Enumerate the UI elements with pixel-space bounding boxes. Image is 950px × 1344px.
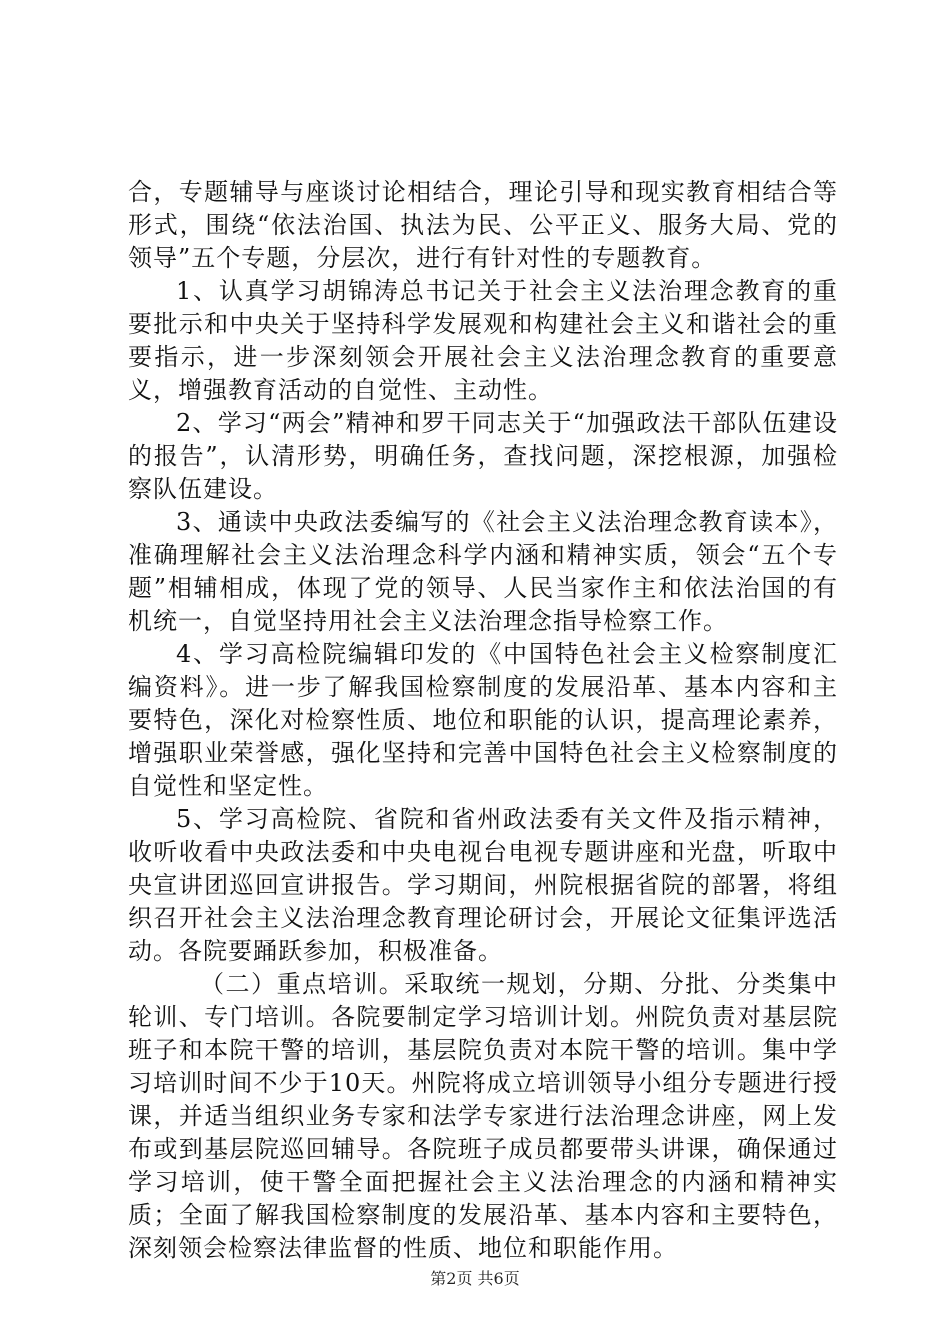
- paragraph-item-2: 2、学习“两会”精神和罗干同志关于“加强政法干部队伍建设的报告”，认清形势，明确任务，查找问题，深挖根源，加强检察队伍建设。: [128, 409, 838, 503]
- paragraph-item-3: 3、通读中央政法委编写的《社会主义法治理念教育读本》，准确理解社会主义法治理念科学内涵和精神实质，领会“五个专题”相辅相成，体现了党的领导、人民当家作主和依法治国的有机统一，自觉坚持用社会主义法治理念指导检察工作。: [128, 508, 838, 635]
- document-body: [128, 176, 838, 1265]
- paragraph-item-5: 5、学习高检院、省院和省州政法委有关文件及指示精神，收听收看中央政法委和中央电视台电视专题讲座和光盘，听取中央宣讲团巡回宣讲报告。学习期间，州院根据省院的部署，将组织召开社会主义法治理念教育理论研讨会，开展论文征集评选活动。各院要踊跃参加，积极准备。: [128, 805, 838, 965]
- paragraph-section-2: （二）重点培训。采取统一规划，分期、分批、分类集中轮训、专门培训。各院要制定学习培训计划。州院负责对基层院班子和本院干警的培训，基层院负责对本院干警的培训。集中学习培训时间不少于10天。州院将成立培训领导小组分专题进行授课，并适当组织业务专家和法学专家进行法治理念讲座，网上发布或到基层院巡回辅导。各院班子成员都要带头讲课，确保通过学习培训，使干警全面把握社会主义法治理念的内涵和精神实质；全面了解我国检察制度的发展沿革、基本内容和主要特色，深刻领会检察法律监督的性质、地位和职能作用。: [128, 970, 838, 1262]
- paragraph-item-4: 4、学习高检院编辑印发的《中国特色社会主义检察制度汇编资料》。进一步了解我国检察制度的发展沿革、基本内容和主要特色，深化对检察性质、地位和职能的认识，提高理论素养，增强职业荣誉感，强化坚持和完善中国特色社会主义检察制度的自觉性和坚定性。: [128, 640, 838, 800]
- paragraph-item-1: 1、认真学习胡锦涛总书记关于社会主义法治理念教育的重要批示和中央关于坚持科学发展观和构建社会主义和谐社会的重要指示，进一步深刻领会开展社会主义法治理念教育的重要意义，增强教育活动的自觉性、主动性。: [128, 277, 838, 404]
- page-number-footer: 第2页 共6页: [430, 1269, 520, 1288]
- paragraph-continuation: 合，专题辅导与座谈讨论相结合，理论引导和现实教育相结合等形式，围绕“依法治国、执法为民、公平正义、服务大局、党的领导”五个专题，分层次，进行有针对性的专题教育。: [128, 178, 838, 272]
